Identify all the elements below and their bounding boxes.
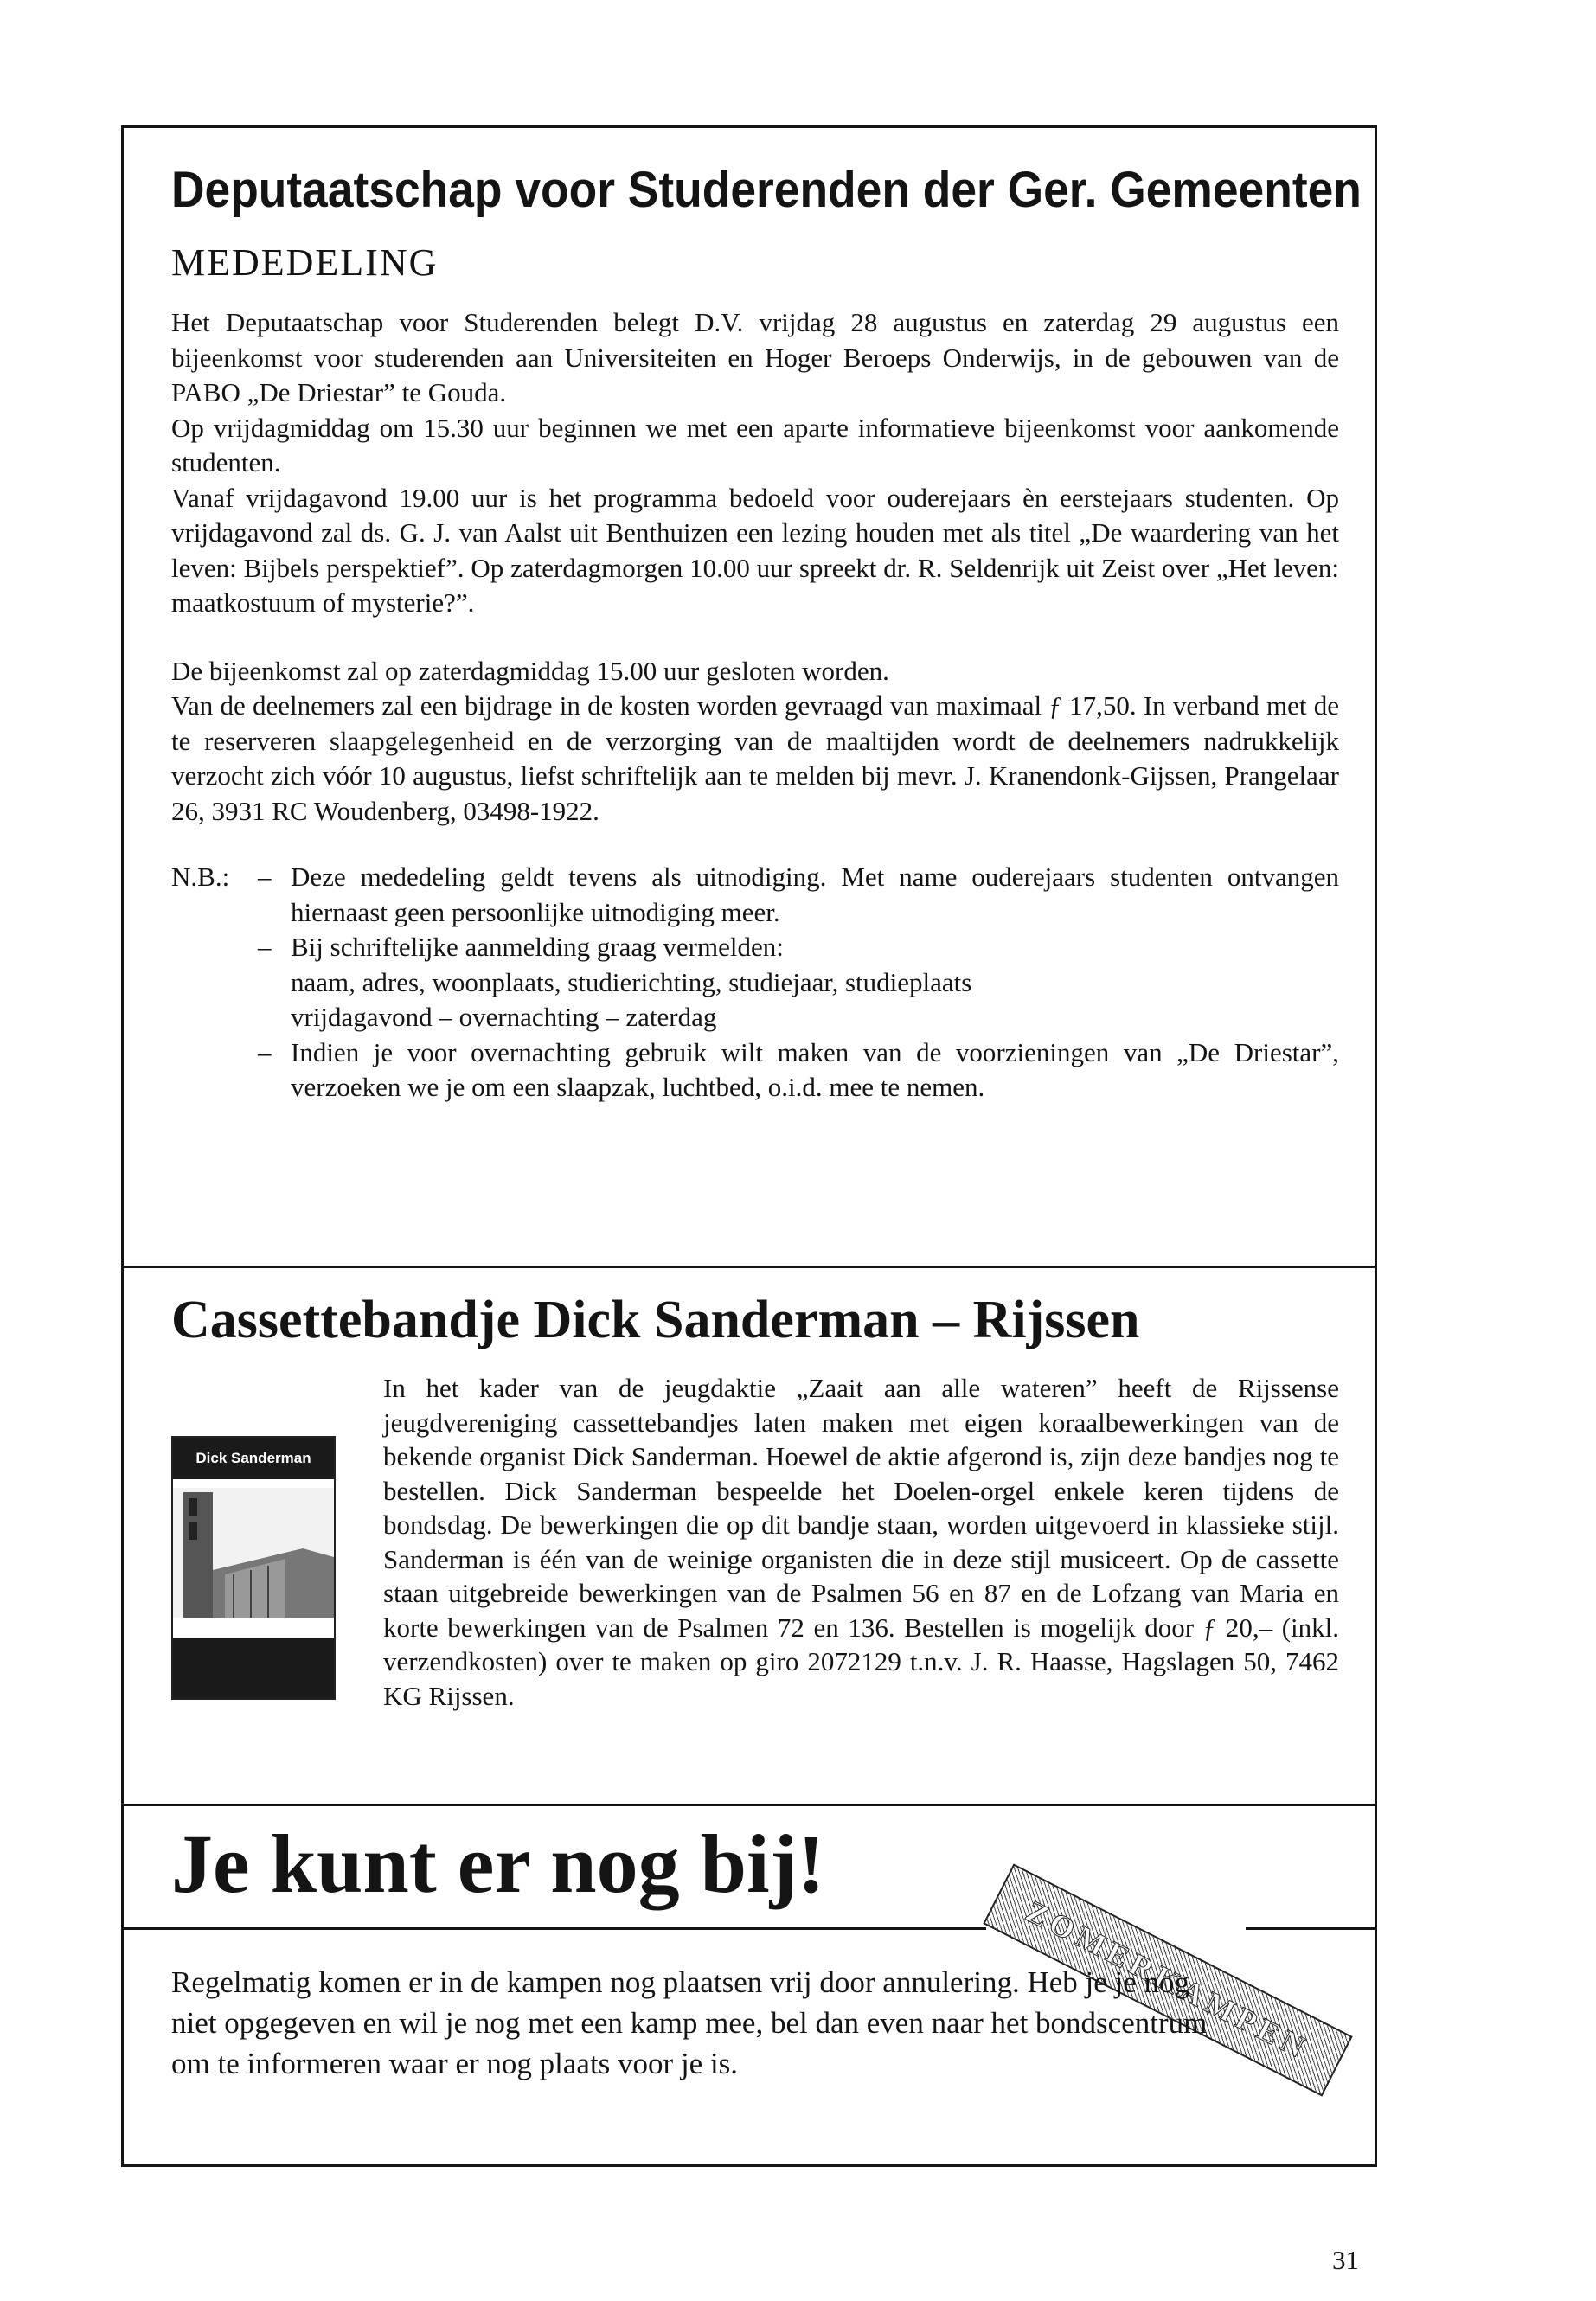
paragraph: Van de deelnemers zal een bijdrage in de kosten worden gevraagd van maximaal ƒ 17,50. In verband met de te reserveren slaapgelegenheid en de verzorging van de maaltijden wordt de deelnemers nadrukkelijk verzocht zich vóór 10 augustus, liefst schriftelijk aan te melden bij mevr. J. Kranendonk-Gijssen, Prangelaar 26, 3931 RC Woudenberg, 03498-1922. [171,690,1339,826]
paragraph: Vanaf vrijdagavond 19.00 uur is het programma bedoeld voor ouderejaars èn eerstejaars studenten. Op vrijdagavond zal ds. G. J. van Aalst uit Benthuizen een lezing houden met als titel „De waardering van het leven: Bijbels perspektief”. Op zaterdagmorgen 10.00 uur spreekt dr. R. Seldenrijk uit Zeist over „Het leven: maatkostuum of mysterie?”. [171,482,1339,618]
dash: – [258,932,272,962]
paragraph: Regelmatig komen er in de kampen nog plaatsen vrij door annulering. Heb je je nog niet opgegeven en wil je nog met een kamp mee, bel dan even naar het bondscentrum om te informeren waar er nog plaats voor je is. [171,1965,1208,2080]
section3-title: Je kunt er nog bij! [171,1817,825,1910]
nb-item-text: Deze mededeling geldt tevens als uitnodiging. Met name ouderejaars studenten ontvangen hiernaast geen persoonlijke uitnodiging meer. [291,862,1339,927]
nb-item-text: Indien je voor overnachting gebruik wilt maken van de voorzieningen van „De Driestar”, verzoeken we je om een slaapzak, luchtbed, o.i.d. mee te nemen. [291,1036,1339,1102]
section1-body [171,305,1339,829]
nb-item [258,1035,1339,1106]
nb-block [171,860,1339,1106]
section-cassette [171,1289,1339,1773]
nb-item [258,860,1339,930]
paragraph: De bijeenkomst zal op zaterdagmiddag 15.00 uur gesloten worden. [171,655,889,686]
church-photo [173,1488,334,1618]
nb-item [258,930,1339,1035]
nb-label: N.B.: [171,862,230,892]
nb-item-text: Bij schriftelijke aanmelding graag vermelden: [291,932,784,962]
banner-text: ZOMERKAMPEN [1020,1894,1316,2067]
cover-label: Dick Sanderman [173,1438,334,1479]
divider-3 [121,1927,986,1930]
page-number: 31 [1332,2245,1359,2275]
divider-2 [121,1804,1377,1806]
dash: – [258,862,272,892]
section2-title: Cassettebandje Dick Sanderman – Rijssen [171,1291,1140,1349]
section1-title: Deputaatschap voor Studerenden der Ger. Gemeenten [171,162,1362,218]
section2-body [383,1371,1339,1713]
paragraph: Het Deputaatschap voor Studerenden belegt D.V. vrijdag 28 augustus en zaterdag 29 augustus een bijeenkomst voor studerenden aan Universiteiten en Hoger Beroeps Onderwijs, in de gebouwen van de PABO „De Driestar” te Gouda. [171,307,1339,407]
dash: – [258,1036,272,1067]
nb-item-line: vrijdagavond – overnachting – zaterdag [291,1002,717,1032]
divider-1 [121,1266,1377,1268]
nb-item-line: naam, adres, woonplaats, studierichting, studiejaar, studieplaats [291,966,972,997]
nb-list [258,860,1339,1106]
cover-caption-block [173,1638,334,1698]
section1-subtitle: MEDEDELING [171,241,439,284]
paragraph: Op vrijdagmiddag om 15.30 uur beginnen we met een aparte informatieve bijeenkomst voor aankomende studenten. [171,412,1339,478]
section3-body [171,1962,1209,2084]
cassette-cover-image [171,1436,336,1700]
paragraph: In het kader van de jeugdaktie „Zaait aan alle wateren” heeft de Rijssense jeugdvereniging cassettebandjes laten maken met eigen koraalbewerkingen van de bekende organist Dick Sanderman. Hoewel de aktie afgerond is, zijn deze bandjes nog te bestellen. Dick Sanderman bespeelde het Doelen-orgel enkele keren tijdens de bondsdag. De bewerkingen die op dit bandje staan, worden uitgevoerd in klassieke stijl. Sanderman is één van de weinige organisten die in deze stijl musiceert. Op de cassette staan uitgebreide bewerkingen van de Psalmen 56 en 87 en de Lofzang van Maria en korte bewerkingen van de Psalmen 72 en 136. Bestellen is mogelijk door ƒ 20,– (inkl. verzendkosten) over te maken op giro 2072129 t.n.v. J. R. Haasse, Hagslagen 50, 7462 KG Rijssen. [383,1373,1339,1711]
section-deputaatschap [171,160,1362,1106]
